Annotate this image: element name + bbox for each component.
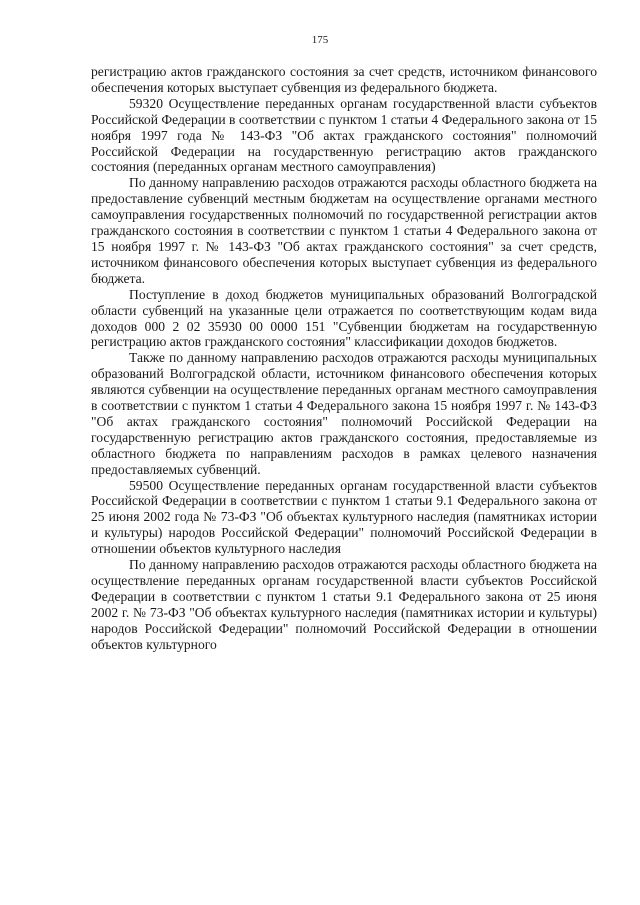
document-body xyxy=(91,64,597,653)
paragraph: 59500 Осуществление переданных органам государственной власти субъектов Российской Федерации в соответствии с пунктом 1 статьи 9.1 Федерального закона от 25 июня 2002 года № 73-ФЗ "Об объектах культурного наследия (памятниках истории и культуры) народов Российской Федерации" полномочий Российской Федерации в отношении объектов культурного наследия xyxy=(91,477,597,557)
paragraph: Также по данному направлению расходов отражаются расходы муниципальных образований Волгоградской области, источником финансового обеспечения которых являются субвенции на осуществление переданных органам местного самоуправления в соответствии с пунктом 1 статьи 4 Федерального закона 15 ноября 1997 г. № 143-ФЗ "Об актах гражданского состояния" полномочий Российской Федерации на государственную регистрацию актов гражданского состояния, предоставляемые из областного бюджета по направлениям расходов в рамках целевого назначения предоставляемых субвенций. xyxy=(91,350,597,477)
paragraph: 59320 Осуществление переданных органам государственной власти субъектов Российской Федерации в соответствии с пунктом 1 статьи 4 Федерального закона от 15 ноября 1997 года № 143-ФЗ "Об актах гражданского состояния" полномочий Российской Федерации на государственную регистрацию актов гражданского состояния (переданных органам местного самоуправления) xyxy=(91,95,597,175)
paragraph: По данному направлению расходов отражаются расходы областного бюджета на предоставление субвенций местным бюджетам на осуществление органами местного самоуправления государственных полномочий по государственной регистрации актов гражданского состояния в соответствии с пунктом 1 статьи 4 Федерального закона от 15 ноября 1997 г. № 143-ФЗ "Об актах гражданского состояния" за счет средств, источником финансового обеспечения которых выступает субвенция из федерального бюджета. xyxy=(91,175,597,286)
paragraph: Поступление в доход бюджетов муниципальных образований Волгоградской области субвенций на указанные цели отражается по соответствующим кодам вида доходов 000 2 02 35930 00 0000 151 "Субвенции бюджетам на государственную регистрацию актов гражданского состояния" классификации доходов бюджетов. xyxy=(91,286,597,350)
page-number: 175 xyxy=(311,34,329,46)
paragraph: регистрацию актов гражданского состояния за счет средств, источником финансового обеспечения которых выступает субвенция из федерального бюджета. xyxy=(91,64,597,95)
paragraph: По данному направлению расходов отражаются расходы областного бюджета на осуществление переданных органам государственной власти субъектов Российской Федерации в соответствии с пунктом 1 статьи 9.1 Федерального закона от 25 июня 2002 г. № 73-ФЗ "Об объектах культурного наследия (памятниках истории и культуры) народов Российской Федерации" полномочий Российской Федерации в отношении объектов культурного xyxy=(91,557,597,652)
